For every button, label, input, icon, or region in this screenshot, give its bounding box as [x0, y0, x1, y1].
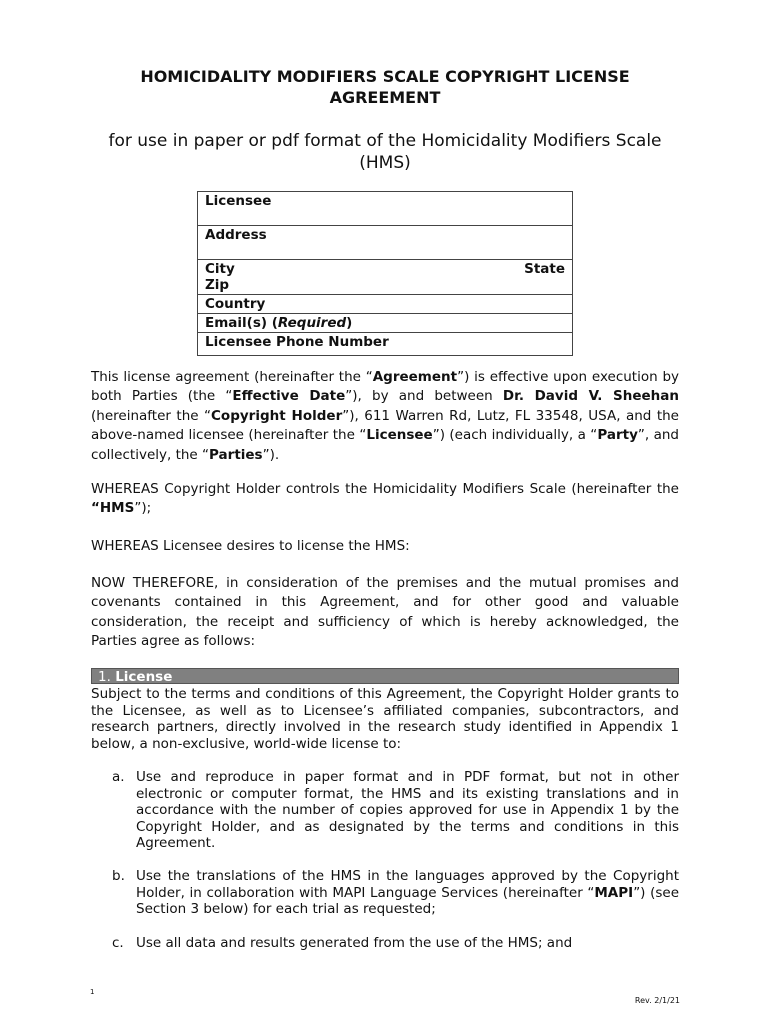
- intro-text: ”, and collectively, the “: [91, 427, 679, 463]
- licensee-info-table: [197, 191, 573, 356]
- term-licensee: Licensee: [366, 427, 433, 444]
- city-label: City: [205, 261, 235, 277]
- intro-text: ”).: [262, 446, 280, 463]
- address-field[interactable]: [198, 226, 573, 260]
- term-effective-date: Effective Date: [232, 388, 346, 405]
- intro-paragraph: [91, 368, 679, 465]
- list-marker-c: c.: [112, 935, 124, 951]
- zip-label: Zip: [205, 277, 230, 293]
- email-label-suffix: ): [346, 315, 353, 331]
- intro-text: ”), 611 Warren Rd, Lutz, FL 33548, USA, and the above-named licensee (hereinafter the “: [91, 407, 679, 444]
- term-copyright-holder: Copyright Holder: [211, 407, 343, 424]
- term-party: Party: [597, 427, 638, 444]
- intro-text: This license agreement (hereinafter the “: [91, 369, 373, 385]
- list-item-b-text-part: ”) (see Section 3 below) for each trial as requested;: [136, 884, 679, 917]
- holder-name: Dr. David V. Sheehan: [502, 388, 679, 405]
- section-1-header: [91, 668, 679, 684]
- intro-text: ”), by and between: [345, 388, 503, 405]
- page-number: 1: [90, 988, 95, 996]
- email-label-prefix: Email(s) (: [205, 315, 278, 331]
- term-agreement: Agreement: [372, 369, 458, 385]
- now-therefore-paragraph: NOW THEREFORE, in consideration of the premises and the mutual promises and covenants contained in this Agreement, and for other good and valuable consideration, the receipt and sufficiency of which is hereby acknowledged, the Parties agree as follows:: [91, 575, 679, 650]
- whereas-paragraph-1: [91, 480, 679, 519]
- list-item-a-text: Use and reproduce in paper format and in PDF format, but not in other electronic or computer format, the HMS and its existing translations and in accordance with the number of copies approved for use in Appendix 1 by the Copyright Holder, and as designated by the terms and conditions in this Agreement.: [136, 769, 679, 851]
- whereas-text: WHEREAS Copyright Holder controls the Homicidality Modifiers Scale (hereinafter the: [91, 481, 679, 497]
- state-label: State: [524, 261, 565, 277]
- address-label: Address: [205, 227, 267, 243]
- list-marker-b: b.: [112, 868, 125, 884]
- intro-text: ”) (each individually, a “: [432, 427, 598, 444]
- whereas-text: ”);: [134, 500, 152, 517]
- phone-label: Licensee Phone Number: [205, 334, 389, 350]
- list-item-c: [112, 935, 679, 952]
- term-hms: “HMS: [91, 500, 135, 517]
- intro-text: (hereinafter the “: [91, 407, 212, 424]
- section-1-heading: License: [115, 669, 173, 685]
- phone-field[interactable]: [198, 333, 573, 356]
- section-1-body: Subject to the terms and conditions of this Agreement, the Copyright Holder grants to the Licensee, as well as to Licensee’s affiliated companies, subcontractors, and research partners, directly involved in the research study identified in Appendix 1 below, a non-exclusive, world-wide license to:: [91, 686, 679, 752]
- country-label: Country: [205, 296, 266, 312]
- licensee-label: Licensee: [205, 193, 272, 209]
- list-item-c-text: Use all data and results generated from the use of the HMS; and: [136, 935, 573, 951]
- email-required-label: Required: [277, 315, 347, 331]
- list-item-a: [112, 769, 679, 852]
- whereas-paragraph-2: WHEREAS Licensee desires to license the HMS:: [91, 538, 410, 554]
- list-item-b-text-part: Use the translations of the HMS in the languages approved by the Copyright Holder, in collaboration with MAPI Language Services (hereinafter “: [136, 868, 679, 901]
- country-field[interactable]: [198, 295, 573, 314]
- term-mapi: MAPI: [594, 884, 634, 901]
- list-marker-a: a.: [112, 769, 125, 785]
- intro-text: ”) is effective upon execution by both Parties (the “: [91, 369, 679, 405]
- email-field[interactable]: [198, 314, 573, 333]
- licensee-field[interactable]: [198, 192, 573, 226]
- list-item-b: [112, 868, 679, 918]
- document-subtitle: for use in paper or pdf format of the Homicidality Modifiers Scale (HMS): [108, 131, 662, 173]
- term-parties: Parties: [209, 446, 263, 463]
- revision-label: Rev. 2/1/21: [634, 996, 680, 1005]
- document-title: HOMICIDALITY MODIFIERS SCALE COPYRIGHT LICENSE AGREEMENT: [140, 67, 630, 107]
- list-item-b-text: [136, 868, 679, 918]
- city-state-zip-field[interactable]: [198, 260, 573, 295]
- section-1-number: 1.: [98, 669, 111, 685]
